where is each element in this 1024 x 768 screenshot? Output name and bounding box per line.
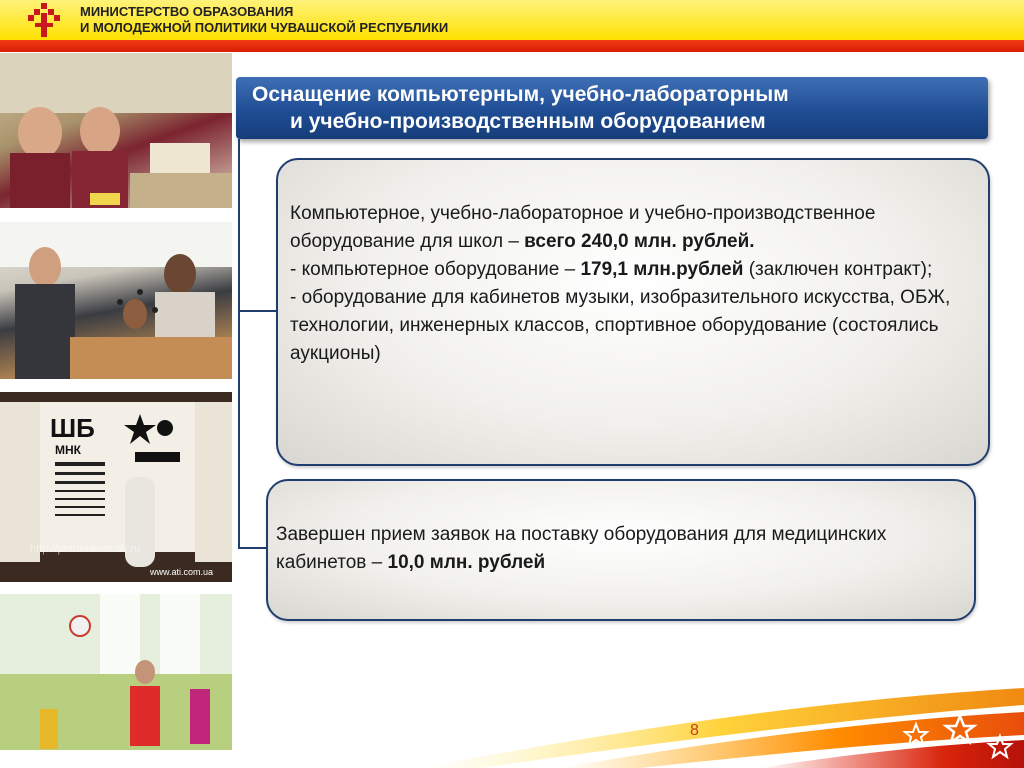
info-box-medical-equipment — [266, 479, 976, 621]
computer-equipment-amount: 179,1 млн.рублей — [580, 259, 744, 280]
info-box-school-equipment — [276, 158, 990, 466]
computer-equipment-prefix: - компьютерное оборудование – — [290, 259, 581, 280]
page-number: 8 — [690, 722, 699, 739]
photo-chemistry-class-drawing — [0, 222, 232, 379]
total-budget-paragraph — [290, 200, 980, 256]
ministry-line2: И МОЛОДЕЖНОЙ ПОЛИТИКИ ЧУВАШСКОЙ РЕСПУБЛИКИ — [80, 20, 449, 35]
slide-title-bar — [236, 77, 988, 139]
bottom-swoosh-decoration — [0, 660, 1024, 768]
slide-title-line1: Оснащение компьютерным, учебно-лабораторным — [252, 83, 789, 106]
info-box-school-equipment-text — [290, 200, 980, 368]
watermark-1: http://petromensnak.ru — [30, 543, 141, 555]
computer-equipment-suffix: (заключен контракт); — [743, 259, 933, 280]
total-budget-text: Компьютерное, учебно-лабораторное и учебно-производственное оборудование для школ – — [290, 203, 876, 252]
medical-equipment-text: Завершен прием заявок на поставку оборудования для медицинских кабинетов – — [276, 524, 887, 573]
slide-title-line2: и учебно-производственным оборудованием — [290, 110, 766, 133]
header-bar — [0, 0, 1024, 40]
photo-chemistry-class — [0, 222, 232, 379]
photo-students-lab — [0, 53, 232, 208]
connector-to-box1 — [240, 310, 276, 312]
ministry-name — [80, 4, 448, 36]
header-red-stripe — [0, 40, 1024, 52]
eye-chart-row1: ШБ — [50, 413, 95, 443]
photo-eye-chart — [0, 392, 232, 582]
total-budget-amount: всего 240,0 млн. рублей. — [524, 231, 755, 252]
info-box-medical-equipment-text — [276, 521, 966, 577]
eye-chart-row2: МНК — [55, 443, 81, 457]
classroom-equipment-paragraph: - оборудование для кабинетов музыки, изобразительного искусства, ОБЖ, технологии, инженерных классов, спортивное оборудование (состоялись аукционы) — [290, 287, 951, 364]
slide-title — [252, 81, 972, 135]
chuvashia-emblem-icon — [26, 1, 62, 39]
computer-equipment-paragraph — [290, 256, 980, 284]
ministry-line1: МИНИСТЕРСТВО ОБРАЗОВАНИЯ — [80, 4, 294, 19]
medical-equipment-amount: 10,0 млн. рублей — [387, 552, 546, 573]
photo-students-lab-drawing — [0, 53, 232, 208]
connector-vertical — [238, 139, 240, 549]
photo-eye-chart-drawing — [0, 392, 232, 582]
connector-to-box2 — [240, 547, 266, 549]
watermark-2: www.ati.com.ua — [150, 567, 214, 577]
